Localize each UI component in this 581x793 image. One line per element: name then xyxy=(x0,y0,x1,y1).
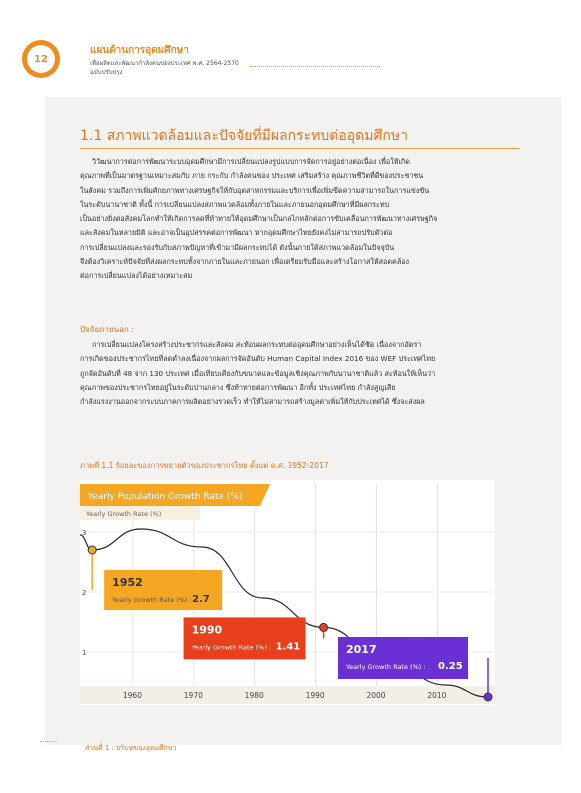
callout-label: Yearly Growth Rate (%) : xyxy=(346,663,426,671)
page-number: 12 xyxy=(27,45,55,73)
x-tick-label: 1970 xyxy=(183,691,203,700)
y-tick-label: 3 xyxy=(82,529,87,537)
para-line: การเปลี่ยนแปลงโครงสร้างประชากรและสังคม สะท้อนผลกระทบต่ออุดมศึกษาอย่างเห็นได้ชัด เนื่องจากอัตรา xyxy=(92,340,422,349)
data-point-marker xyxy=(88,546,96,554)
section-title: 1.1 สภาพแวดล้อมและปัจจัยที่มีผลกระทบต่ออุดมศึกษา xyxy=(80,128,408,144)
chart-ylabel: Yearly Growth Rate (%) xyxy=(86,510,162,518)
para-line: ในสังคม รวมถึงการเพิ่มศักยภาพทางเศรษฐกิจให้กับอุตสาหกรรมและบริการเพื่อเพิ่มขีดความสามารถในการแข่งขัน xyxy=(80,185,430,195)
x-tick-label: 1980 xyxy=(244,691,264,700)
footer-dotted-rule xyxy=(40,741,58,742)
y-tick-label: 2 xyxy=(82,589,87,597)
para-line: คุณภาพที่เป็นมาตรฐานเหมาะสมกับ ภาย กระกับ กำลังคนของ ประเทศ เสริมสร้าง คุณภาพชีวิตที่ดีของประชาชน xyxy=(80,171,424,181)
x-tick-label: 2010 xyxy=(427,691,447,700)
y-tick-label: 1 xyxy=(82,649,87,657)
para-line: และสังคมในหลายมิติ และอาจเป็นอุปสรรคต่อการพัฒนา หากอุดมศึกษาไทยยังคงไม่สามารถปรับตัวต่อ xyxy=(80,228,393,238)
para-line: จึงต้องวิเคราะห์ปัจจัยที่ส่งผลกระทบทั้งจากภายในและภายนอก เพื่อเตรียมรับมือและสร้างโอกาสให้สอดคล้อง xyxy=(80,257,410,267)
callout-value: 1.41 xyxy=(275,641,301,653)
x-tick-label: 1960 xyxy=(122,691,142,700)
callout-value: 2.7 xyxy=(192,594,210,605)
header-subtitle: เพื่อผลิตและพัฒนากำลังคนของประเทศ พ.ศ. 2564-2570 xyxy=(90,60,239,67)
callout-value: 0.25 xyxy=(438,661,463,672)
callout-year: 1990 xyxy=(191,623,223,637)
para-line: ในระดับนานาชาติ ทั้งนี้ การเปลี่ยนแปลงสภาพแวดล้อมทั้งภายในและภายนอกอุดมศึกษาที่มีผลกระทบ xyxy=(80,199,390,209)
callout-label: Yearly Growth Rate (%) : xyxy=(112,596,192,604)
data-point-marker xyxy=(484,693,492,701)
chart-x-ticks xyxy=(80,686,495,704)
para-line: การเปลี่ยนแปลงและรองรับกับสภาพปัญหาที่เข้ามามีผลกระทบได้ ดังนั้นภายใต้สภาพแวดล้อมในปัจจุบัน xyxy=(80,242,395,252)
para-line: ถูกจัดอันดับที่ 48 จาก 130 ประเทศ เมื่อเทียบเคียงกับขนาดและข้อมูลเชิงคุณภาพกับนานาชาติแล้ว สะท้อนให้เห็นว่า xyxy=(80,368,436,378)
external-factors-heading: ปัจจัยภายนอก : xyxy=(80,325,134,334)
callout-label: Yearly Growth Rate (%) : xyxy=(191,643,272,652)
chart-title: Yearly Population Growth Rate (%) xyxy=(88,492,243,502)
x-tick-label: 2000 xyxy=(366,691,386,700)
para-line: กำลังแรงงานออกจากระบบภาคการผลิตอย่างรวดเร็ว ทำให้ไม่สามารถสร้างมูลค่าเพิ่มให้กับประเทศได้ ซึ่งจะส่งผล xyxy=(80,397,425,407)
footer-text: ส่วนที่ 1 : บริบทของอุดมศึกษา xyxy=(85,744,177,752)
para-line: คุณภาพของประชากรไทยอยู่ในระดับปานกลาง ซึ่งท้าทายต่อการพัฒนา อีกทั้ง ประเทศไทย กำลังสูญเสีย xyxy=(80,382,396,392)
header-title: แผนด้านการอุดมศึกษา xyxy=(90,45,189,56)
para-line: ต่อการเปลี่ยนแปลงได้อย่างเหมาะสม xyxy=(80,271,193,281)
para-line: การเกิดของประชากรไทยที่ลดต่ำลงเนื่องจากผลการจัดอันดับ Human Capital Index 2016 ของ WEF ประเทศไทย xyxy=(80,354,436,364)
data-point-marker xyxy=(320,623,328,631)
x-tick-label: 1990 xyxy=(305,691,325,700)
para-line: วิวัฒนาการต่อการพัฒนาระบบอุดมศึกษามีการเปลี่ยนแปลงรูปแบบการจัดการอยู่อย่างต่อเนื่อง เพื่อให้เกิด xyxy=(92,157,410,166)
callout-year: 1952 xyxy=(112,576,143,589)
header-subtitle-2: ฉบับปรับปรุง xyxy=(90,69,123,76)
callout-year: 2017 xyxy=(346,643,377,656)
para-line: เป็นอย่างยิ่งต่อสังคมโลกทำให้เกิดการลดที่ท้าทายให้อุดมศึกษาเป็นกลไกหลักต่อการขับเคลื่อนการพัฒนาทางเศรษฐกิจ xyxy=(80,214,438,224)
chart-caption: ภาพที่ 1.1 ร้อยละของการขยายตัวของประชากรไทย ตั้งแต่ ค.ศ. 1952-2017 xyxy=(80,461,329,470)
